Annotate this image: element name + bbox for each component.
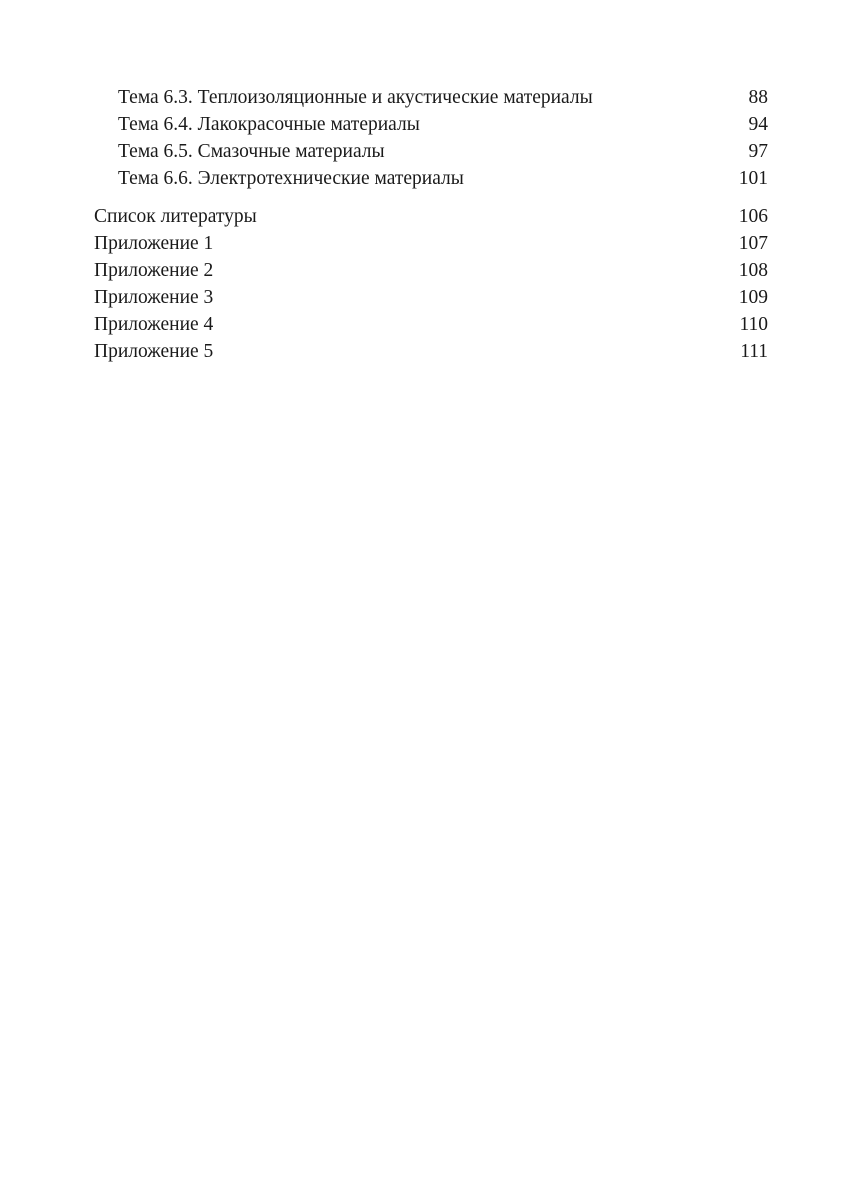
toc-entry-title: Приложение 4: [94, 314, 214, 335]
toc-entry[interactable]: [94, 338, 768, 365]
toc-page-number: 108: [738, 260, 768, 281]
toc-entry[interactable]: [94, 111, 768, 138]
toc-entry[interactable]: [94, 203, 768, 230]
toc-entry-title: Приложение 2: [94, 260, 214, 281]
toc-entry[interactable]: [94, 311, 768, 338]
toc-entry-title: Тема 6.5. Смазочные материалы: [118, 141, 385, 162]
toc-entry[interactable]: [94, 230, 768, 257]
toc-page-number: 97: [748, 141, 768, 162]
toc-page-number: 107: [738, 233, 768, 254]
toc-entry-title: Приложение 5: [94, 341, 214, 362]
toc-page-number: 109: [738, 287, 768, 308]
toc-entry-title: Приложение 3: [94, 287, 214, 308]
toc-entry[interactable]: [94, 284, 768, 311]
toc-entry-title: Тема 6.6. Электротехнические материалы: [118, 168, 464, 189]
toc-entry-title: Список литературы: [94, 206, 257, 227]
toc-page-number: 101: [738, 168, 768, 189]
toc-entry[interactable]: [94, 84, 768, 111]
table-of-contents: [94, 84, 768, 365]
toc-entry[interactable]: [94, 165, 768, 192]
toc-entry-title: Приложение 1: [94, 233, 214, 254]
toc-subsection-list: [94, 84, 768, 192]
toc-page-number: 106: [738, 206, 768, 227]
toc-page-number: 88: [748, 87, 768, 108]
toc-main-list: [94, 203, 768, 365]
toc-page-number: 110: [739, 314, 768, 335]
toc-entry-title: Тема 6.3. Теплоизоляционные и акустические материалы: [118, 87, 593, 108]
toc-page-number: 111: [740, 341, 768, 362]
toc-page-number: 94: [748, 114, 768, 135]
toc-entry[interactable]: [94, 138, 768, 165]
toc-entry[interactable]: [94, 257, 768, 284]
toc-entry-title: Тема 6.4. Лакокрасочные материалы: [118, 114, 420, 135]
